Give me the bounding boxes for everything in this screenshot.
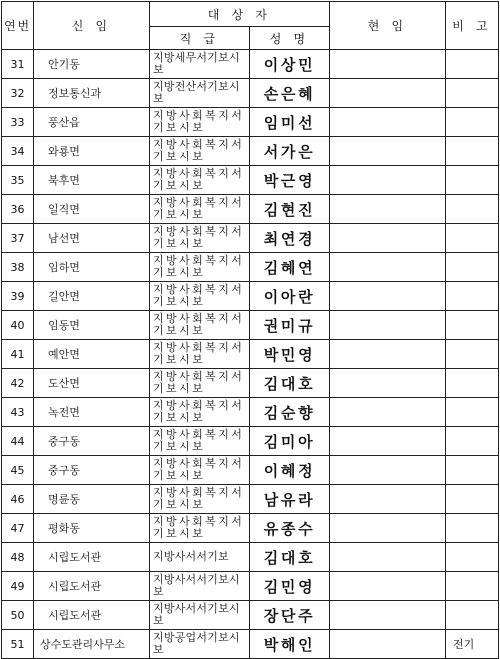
note-cell [446, 543, 499, 572]
grade-cell: 지방사회복지서기보시보 [150, 398, 250, 427]
grade-cell: 지방사회복지서기보시보 [150, 369, 250, 398]
header-name: 성 명 [250, 27, 330, 50]
note-cell: 전기 [446, 630, 499, 659]
row-number: 47 [2, 514, 34, 543]
new-post-cell: 시립도서관 [34, 572, 150, 601]
row-number: 45 [2, 456, 34, 485]
grade-cell: 지방사서서기보 [150, 543, 250, 572]
table-row [2, 224, 499, 253]
row-number: 35 [2, 166, 34, 195]
table-row [2, 485, 499, 514]
row-number: 31 [2, 50, 34, 79]
table-row [2, 543, 499, 572]
row-number: 44 [2, 427, 34, 456]
current-post-cell [330, 514, 446, 543]
row-number: 38 [2, 253, 34, 282]
new-post-cell: 북후면 [34, 166, 150, 195]
note-cell [446, 79, 499, 108]
current-post-cell [330, 79, 446, 108]
row-number: 32 [2, 79, 34, 108]
name-cell: 최연경 [250, 224, 330, 253]
name-cell: 김순향 [250, 398, 330, 427]
new-post-cell: 예안면 [34, 340, 150, 369]
grade-cell: 지방사회복지서기보시보 [150, 137, 250, 166]
header-grade: 직 급 [150, 27, 250, 50]
grade-cell: 지방사회복지서기보시보 [150, 195, 250, 224]
row-number: 41 [2, 340, 34, 369]
name-cell: 김미아 [250, 427, 330, 456]
new-post-cell: 남선면 [34, 224, 150, 253]
grade-cell: 지방전산서기보시보 [150, 79, 250, 108]
grade-cell: 지방사회복지서기보시보 [150, 485, 250, 514]
name-cell: 김현진 [250, 195, 330, 224]
row-number: 51 [2, 630, 34, 659]
table-row [2, 253, 499, 282]
grade-cell: 지방사회복지서기보시보 [150, 514, 250, 543]
grade-cell: 지방사회복지서기보시보 [150, 282, 250, 311]
current-post-cell [330, 340, 446, 369]
note-cell [446, 514, 499, 543]
new-post-cell: 중구동 [34, 427, 150, 456]
name-cell: 권미규 [250, 311, 330, 340]
row-number: 36 [2, 195, 34, 224]
name-cell: 유종수 [250, 514, 330, 543]
name-cell: 박해인 [250, 630, 330, 659]
note-cell [446, 137, 499, 166]
name-cell: 임미선 [250, 108, 330, 137]
note-cell [446, 485, 499, 514]
table-row [2, 427, 499, 456]
new-post-cell: 녹전면 [34, 398, 150, 427]
current-post-cell [330, 311, 446, 340]
note-cell [446, 572, 499, 601]
new-post-cell: 길안면 [34, 282, 150, 311]
current-post-cell [330, 456, 446, 485]
row-number: 42 [2, 369, 34, 398]
current-post-cell [330, 195, 446, 224]
new-post-cell: 안기동 [34, 50, 150, 79]
new-post-cell: 도산면 [34, 369, 150, 398]
header-note: 비 고 [446, 2, 499, 50]
name-cell: 손은혜 [250, 79, 330, 108]
grade-cell: 지방사회복지서기보시보 [150, 108, 250, 137]
name-cell: 김대호 [250, 543, 330, 572]
name-cell: 서가은 [250, 137, 330, 166]
note-cell [446, 195, 499, 224]
note-cell [446, 456, 499, 485]
grade-cell: 지방사서서기보시보 [150, 572, 250, 601]
current-post-cell [330, 282, 446, 311]
grade-cell: 지방사회복지서기보시보 [150, 427, 250, 456]
table-row [2, 108, 499, 137]
current-post-cell [330, 543, 446, 572]
current-post-cell [330, 50, 446, 79]
current-post-cell [330, 108, 446, 137]
name-cell: 이혜정 [250, 456, 330, 485]
new-post-cell: 명륜동 [34, 485, 150, 514]
new-post-cell: 시립도서관 [34, 601, 150, 630]
table-row [2, 79, 499, 108]
current-post-cell [330, 137, 446, 166]
name-cell: 김민영 [250, 572, 330, 601]
current-post-cell [330, 601, 446, 630]
new-post-cell: 상수도관리사무소 [34, 630, 150, 659]
grade-cell: 지방사회복지서기보시보 [150, 166, 250, 195]
name-cell: 이상민 [250, 50, 330, 79]
note-cell [446, 253, 499, 282]
note-cell [446, 50, 499, 79]
header-new-post: 신 임 [34, 2, 150, 50]
table-row [2, 50, 499, 79]
current-post-cell [330, 630, 446, 659]
table-row [2, 601, 499, 630]
row-number: 33 [2, 108, 34, 137]
row-number: 50 [2, 601, 34, 630]
table-row [2, 369, 499, 398]
name-cell: 이아란 [250, 282, 330, 311]
row-number: 37 [2, 224, 34, 253]
new-post-cell: 임하면 [34, 253, 150, 282]
name-cell: 김혜연 [250, 253, 330, 282]
table-row [2, 340, 499, 369]
roster-body [2, 50, 499, 659]
grade-cell: 지방사회복지서기보시보 [150, 340, 250, 369]
new-post-cell: 시립도서관 [34, 543, 150, 572]
table-row [2, 514, 499, 543]
grade-cell: 지방사회복지서기보시보 [150, 253, 250, 282]
note-cell [446, 224, 499, 253]
name-cell: 장단주 [250, 601, 330, 630]
current-post-cell [330, 485, 446, 514]
current-post-cell [330, 253, 446, 282]
current-post-cell [330, 398, 446, 427]
row-number: 39 [2, 282, 34, 311]
current-post-cell [330, 224, 446, 253]
row-number: 46 [2, 485, 34, 514]
note-cell [446, 398, 499, 427]
current-post-cell [330, 572, 446, 601]
grade-cell: 지방세무서기보시보 [150, 50, 250, 79]
row-number: 48 [2, 543, 34, 572]
row-number: 49 [2, 572, 34, 601]
table-row [2, 166, 499, 195]
table-row [2, 137, 499, 166]
note-cell [446, 369, 499, 398]
table-row [2, 282, 499, 311]
current-post-cell [330, 166, 446, 195]
new-post-cell: 와룡면 [34, 137, 150, 166]
name-cell: 남유라 [250, 485, 330, 514]
table-row [2, 456, 499, 485]
name-cell: 박근영 [250, 166, 330, 195]
header-seq: 연번 [2, 2, 34, 50]
new-post-cell: 일직면 [34, 195, 150, 224]
header-target: 대 상 자 [150, 2, 330, 27]
table-row [2, 311, 499, 340]
note-cell [446, 427, 499, 456]
new-post-cell: 정보통신과 [34, 79, 150, 108]
row-number: 40 [2, 311, 34, 340]
appointment-roster-table [1, 1, 499, 659]
grade-cell: 지방공업서기보시보 [150, 630, 250, 659]
table-row [2, 398, 499, 427]
row-number: 34 [2, 137, 34, 166]
grade-cell: 지방사회복지서기보시보 [150, 224, 250, 253]
header-current-post: 현 임 [330, 2, 446, 50]
new-post-cell: 평화동 [34, 514, 150, 543]
row-number: 43 [2, 398, 34, 427]
note-cell [446, 340, 499, 369]
table-row [2, 572, 499, 601]
note-cell [446, 108, 499, 137]
table-row [2, 630, 499, 659]
note-cell [446, 601, 499, 630]
grade-cell: 지방사서서기보시보 [150, 601, 250, 630]
name-cell: 김대호 [250, 369, 330, 398]
current-post-cell [330, 369, 446, 398]
note-cell [446, 166, 499, 195]
note-cell [446, 311, 499, 340]
new-post-cell: 임동면 [34, 311, 150, 340]
note-cell [446, 282, 499, 311]
table-row [2, 195, 499, 224]
grade-cell: 지방사회복지서기보시보 [150, 456, 250, 485]
grade-cell: 지방사회복지서기보시보 [150, 311, 250, 340]
current-post-cell [330, 427, 446, 456]
new-post-cell: 풍산읍 [34, 108, 150, 137]
new-post-cell: 중구동 [34, 456, 150, 485]
name-cell: 박민영 [250, 340, 330, 369]
